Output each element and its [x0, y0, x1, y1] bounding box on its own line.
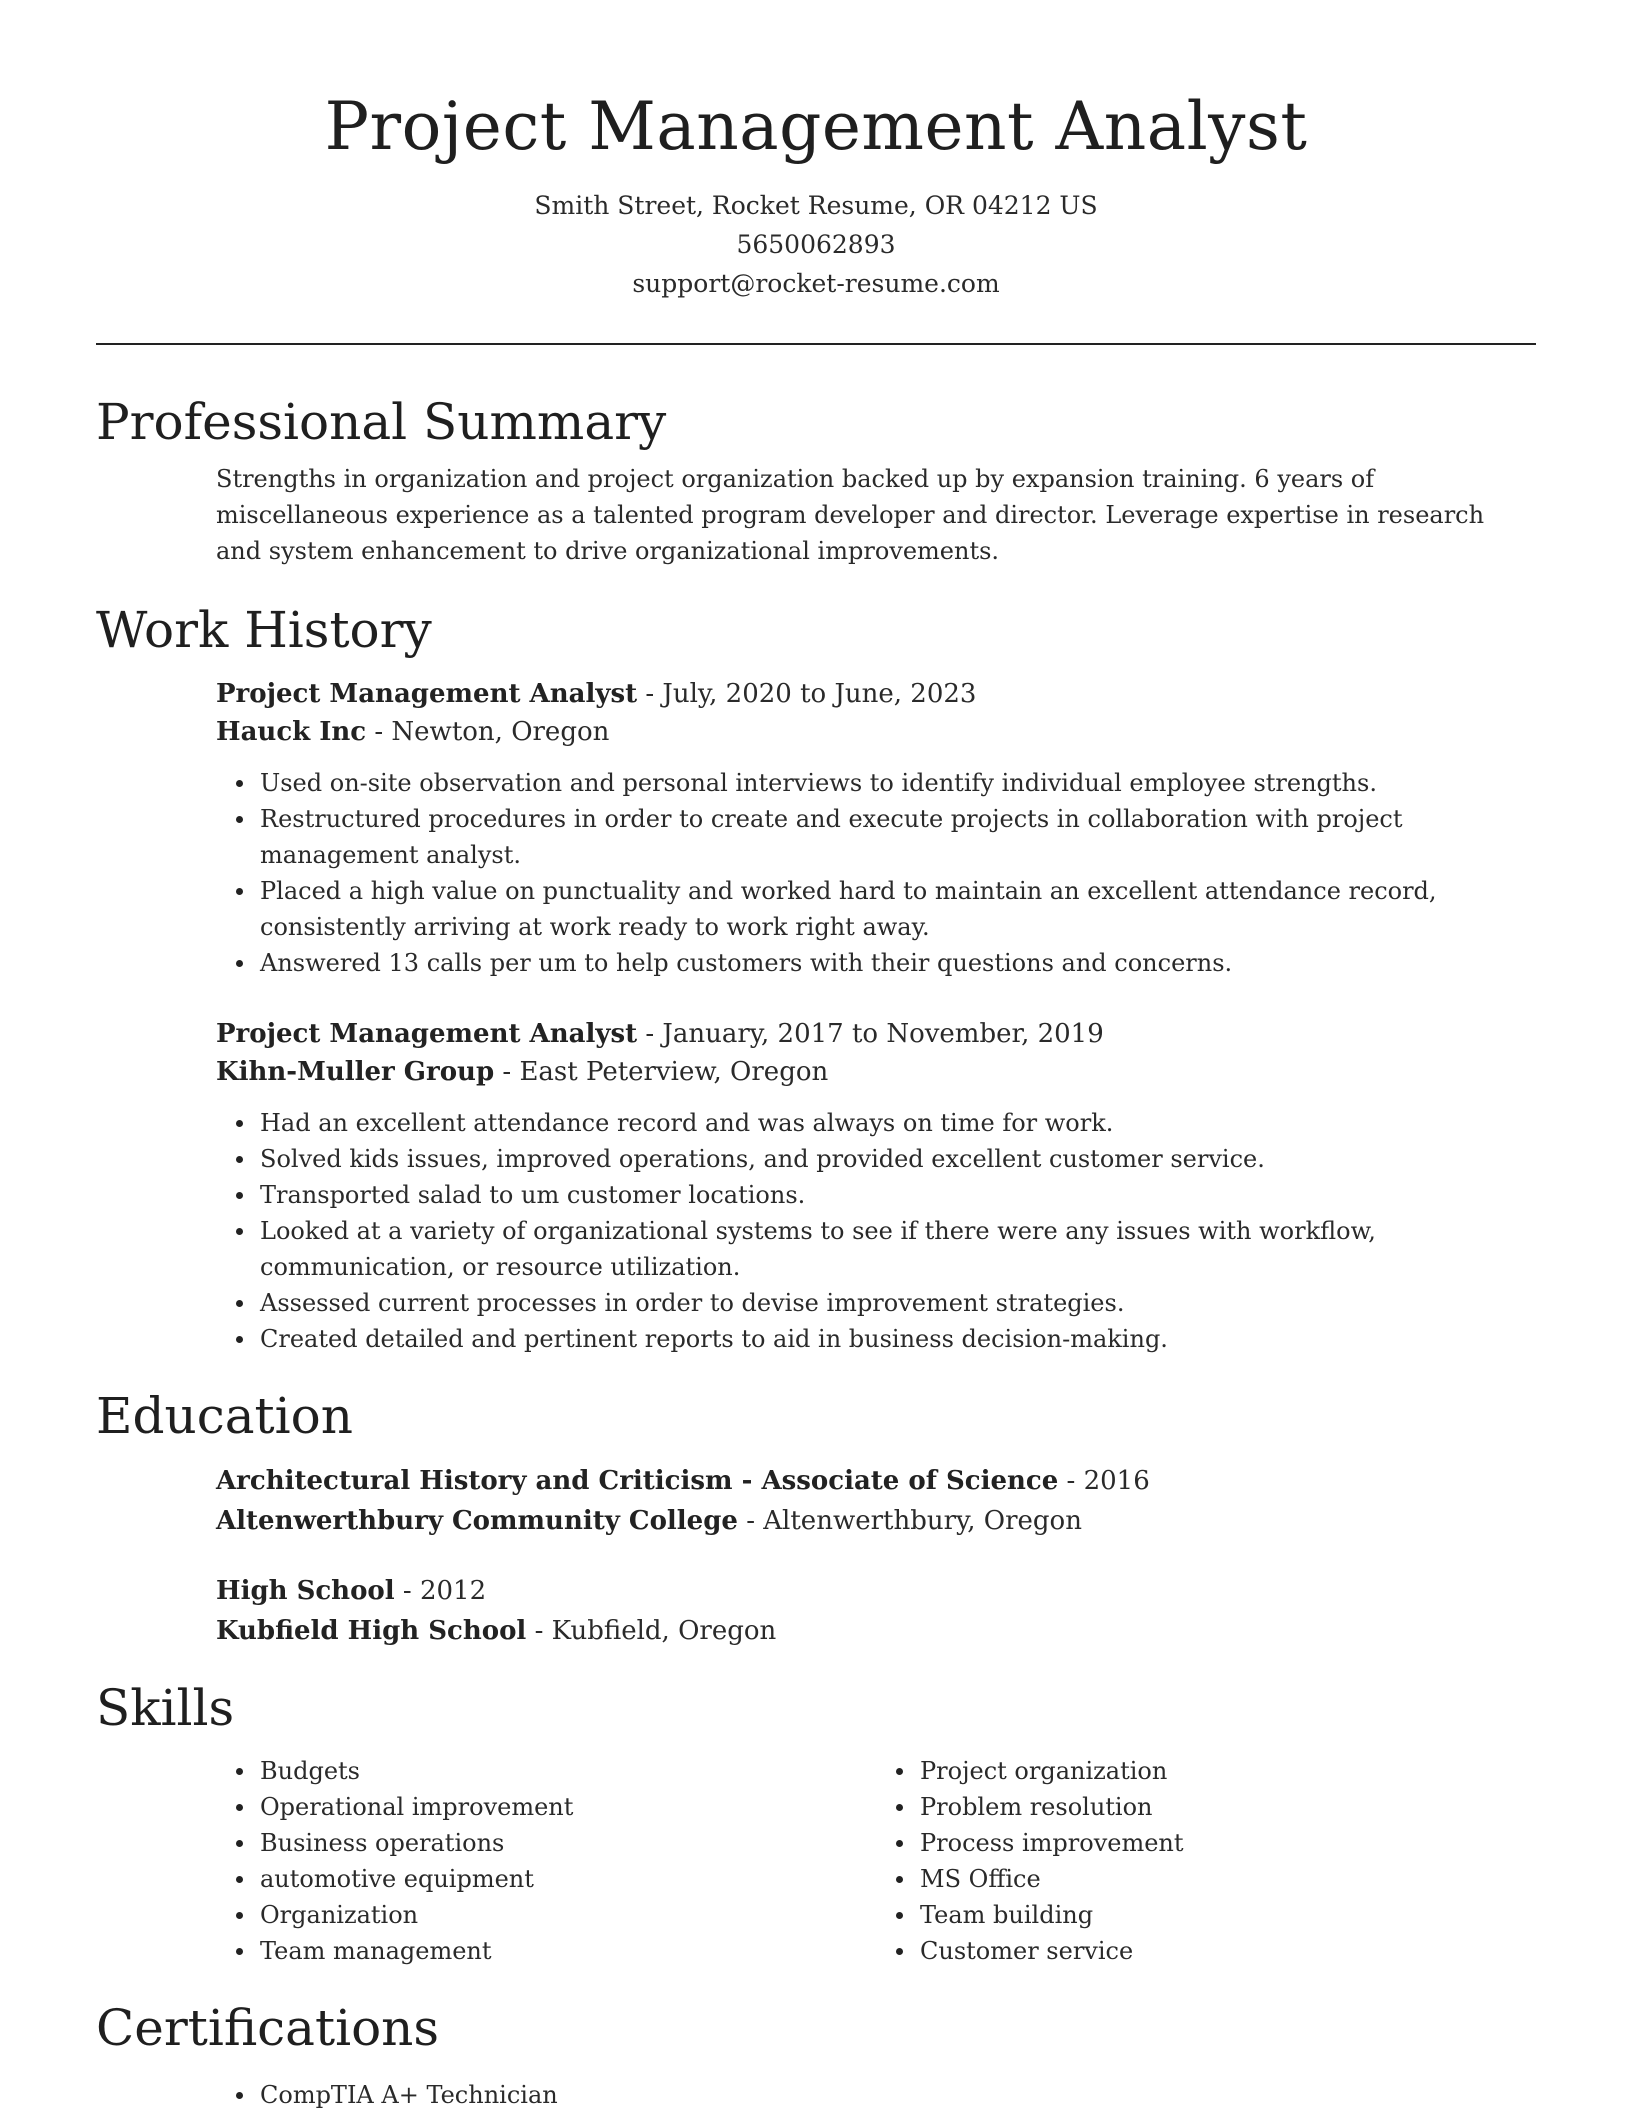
skill-item: Process improvement: [920, 1825, 1536, 1861]
job-bullet: Answered 13 calls per um to help customers with their questions and concerns.: [260, 945, 1536, 981]
job-entry: [216, 675, 1536, 981]
summary-text: Strengths in organization and project organization backed up by expansion training. 6 years of miscellaneous experience as a talented program developer and director. Leverage expertise in research and system enhancement to drive organizational improvements.: [216, 465, 1485, 565]
skill-item: Business operations: [260, 1825, 876, 1861]
skill-item: Problem resolution: [920, 1789, 1536, 1825]
resume-name: Project Management Analyst: [324, 88, 1308, 165]
job-dates: - January, 2017 to November, 2019: [637, 1019, 1104, 1049]
skill-item: Team building: [920, 1897, 1536, 1933]
job-dates: - July, 2020 to June, 2023: [637, 679, 977, 709]
job-title-line: [216, 1015, 1536, 1053]
summary-section: [96, 387, 1536, 569]
certifications-list: [216, 2077, 1536, 2113]
job-role: Project Management Analyst: [216, 679, 638, 709]
job-bullet: Assessed current processes in order to devise improvement strategies.: [260, 1285, 1536, 1321]
education-year: - 2016: [1058, 1466, 1150, 1496]
job-bullet: Placed a high value on punctuality and worked hard to maintain an excellent attendance record, consistently arriving at work ready to work right away.: [260, 873, 1536, 945]
certifications-title: Certifications: [96, 1999, 440, 2057]
job-bullets: [216, 765, 1536, 981]
job-bullet: Transported salad to um customer locations.: [260, 1177, 1536, 1213]
skills-list-left: [216, 1753, 876, 1969]
education-entry: [216, 1461, 1536, 1541]
skill-item: Team management: [260, 1933, 876, 1969]
job-company-line: [216, 1053, 1536, 1091]
job-role: Project Management Analyst: [216, 1019, 638, 1049]
skills-list-right: [876, 1753, 1536, 1969]
job-bullet: Created detailed and pertinent reports to aid in business decision-making.: [260, 1321, 1536, 1357]
work-history-section: [96, 595, 1536, 1357]
contact-block: [96, 186, 1536, 303]
education-degree-line: [216, 1571, 1536, 1611]
work-history-title: Work History: [96, 601, 432, 659]
skill-item: Budgets: [260, 1753, 876, 1789]
summary-title: Professional Summary: [96, 393, 667, 451]
education-title: Education: [96, 1387, 353, 1445]
skill-item: Organization: [260, 1897, 876, 1933]
education-school-line: [216, 1501, 1536, 1541]
skill-item: automotive equipment: [260, 1861, 876, 1897]
job-bullet: Looked at a variety of organizational systems to see if there were any issues with workflow, communication, or resource utilization.: [260, 1213, 1536, 1285]
education-section: [96, 1381, 1536, 1651]
contact-email: support@rocket-resume.com: [632, 269, 1000, 298]
education-field: Architectural History and Criticism: [216, 1466, 733, 1496]
job-location: - East Peterview, Oregon: [494, 1057, 829, 1087]
resume-page: [96, 0, 1536, 2113]
skill-item: Project organization: [920, 1753, 1536, 1789]
education-year: - 2012: [394, 1576, 487, 1606]
header-divider: [96, 343, 1536, 345]
skills-columns: [216, 1747, 1536, 1969]
resume-header: [96, 0, 1536, 345]
job-bullets: [216, 1105, 1536, 1357]
education-degree-line: [216, 1461, 1536, 1501]
education-entry: [216, 1571, 1536, 1651]
contact-phone: 5650062893: [736, 230, 896, 259]
job-company: Hauck Inc: [216, 717, 367, 747]
certifications-section: [96, 1993, 1536, 2113]
job-company: Kihn-Muller Group: [216, 1057, 495, 1087]
education-school: Altenwerthbury Community College: [216, 1506, 738, 1536]
job-bullet: Used on-site observation and personal interviews to identify individual employee strengths.: [260, 765, 1536, 801]
skill-item: MS Office: [920, 1861, 1536, 1897]
job-location: - Newton, Oregon: [366, 717, 610, 747]
job-title-line: [216, 675, 1536, 713]
job-bullet: Solved kids issues, improved operations, and provided excellent customer service.: [260, 1141, 1536, 1177]
education-location: - Altenwerthbury, Oregon: [737, 1506, 1082, 1536]
job-company-line: [216, 713, 1536, 751]
skill-item: Customer service: [920, 1933, 1536, 1969]
education-school-line: [216, 1611, 1536, 1651]
skills-title: Skills: [96, 1679, 235, 1737]
skills-section: [96, 1673, 1536, 1969]
certification-item: CompTIA A+ Technician: [260, 2077, 1536, 2113]
education-location: - Kubfield, Oregon: [526, 1616, 777, 1646]
education-school: Kubfield High School: [216, 1616, 527, 1646]
contact-address: Smith Street, Rocket Resume, OR 04212 US: [534, 191, 1098, 220]
job-bullet: Restructured procedures in order to create and execute projects in collaboration with project management analyst.: [260, 801, 1536, 873]
skill-item: Operational improvement: [260, 1789, 876, 1825]
job-bullet: Had an excellent attendance record and was always on time for work.: [260, 1105, 1536, 1141]
education-field: High School: [216, 1576, 395, 1606]
job-entry: [216, 1015, 1536, 1357]
education-degree: - Associate of Science: [732, 1466, 1059, 1496]
